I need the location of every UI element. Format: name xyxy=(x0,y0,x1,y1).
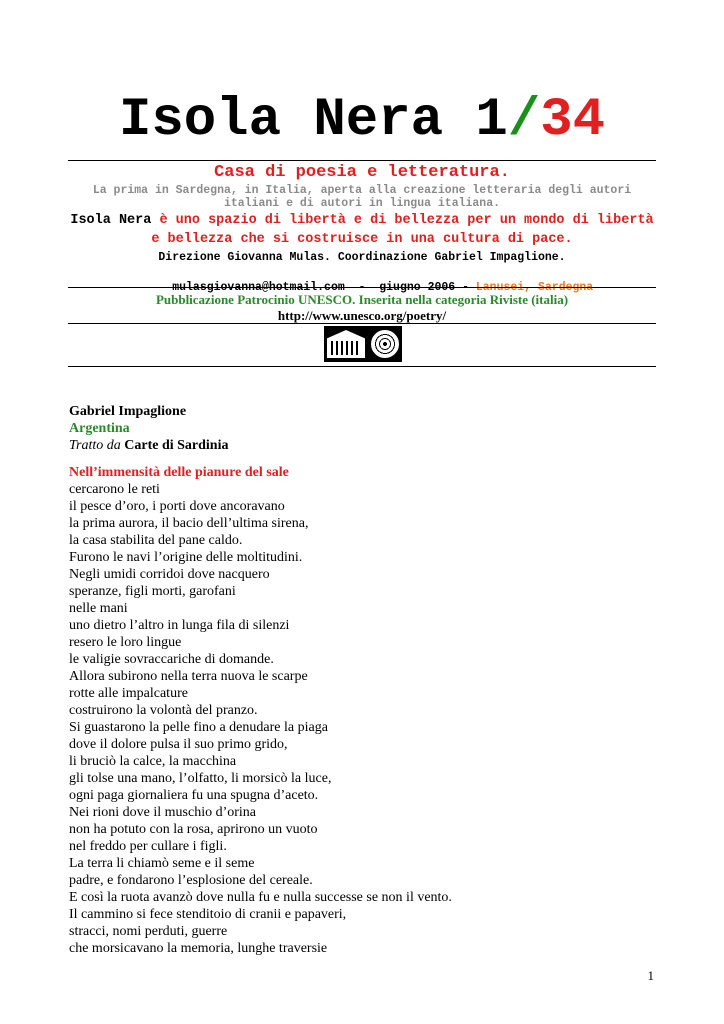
poem-line: stracci, nomi perduti, guerre xyxy=(69,924,228,939)
poem-line: Il cammino si fece stenditoio di cranii e papaveri, xyxy=(69,907,347,922)
subtitle: Casa di poesia e letteratura. xyxy=(214,163,510,182)
poem-line: rotte alle impalcature xyxy=(69,686,188,701)
poem-line: Negli umidi corridoi dove nacquero xyxy=(69,567,270,582)
poem-line: gli tolse una mano, l’olfatto, li morsicò la luce, xyxy=(69,771,332,786)
poem-line: non ha potuto con la rosa, aprirono un vuoto xyxy=(69,822,318,837)
poem-body xyxy=(69,481,629,957)
direction-line: Direzione Giovanna Mulas. Coordinazione Gabriel Impaglione. xyxy=(158,251,566,264)
poem-line: la casa stabilita del pane caldo. xyxy=(69,533,243,548)
author-name: Gabriel Impaglione xyxy=(69,404,187,419)
patronage-text: Pubblicazione Patrocinio UNESCO. Inserita nella categoria Riviste (italia) xyxy=(155,292,569,307)
divider-top xyxy=(68,160,656,161)
poem-line: padre, e fondarono l’esplosione del cereale. xyxy=(69,873,313,888)
title-main: Isola Nera 1 xyxy=(118,90,508,151)
poem-line: resero le loro lingue xyxy=(69,635,182,650)
poem-line: che morsicavano la memoria, lunghe traversie xyxy=(69,941,328,956)
poem-article xyxy=(69,403,629,957)
poem-line: nelle mani xyxy=(69,601,128,616)
source-work: Carte di Sardinia xyxy=(124,438,229,453)
author-country: Argentina xyxy=(69,421,130,436)
issue-date: - giugno 2006 - xyxy=(344,281,476,294)
poem-line: dove il dolore pulsa il suo primo grido, xyxy=(69,737,288,752)
poem-line: Nei rioni dove il muschio d’orina xyxy=(69,805,257,820)
poem-line: Si guastarono la pelle fino a denudare la piaga xyxy=(69,720,328,735)
globe-icon xyxy=(371,330,399,358)
poem-line: speranze, figli morti, garofani xyxy=(69,584,236,599)
poem-line: li bruciò la calce, la macchina xyxy=(69,754,237,769)
issue-number: 34 xyxy=(540,90,606,151)
poem-line: E così la ruota avanzò dove nulla fu e nulla successe se non il vento. xyxy=(69,890,452,905)
poem-line: cercarono le reti xyxy=(69,482,160,497)
poem-line: il pesce d’oro, i porti dove ancoravano xyxy=(69,499,285,514)
temple-icon xyxy=(327,330,365,358)
patronage-block xyxy=(68,292,656,324)
poem-line: uno dietro l’altro in lunga fila di silenzi xyxy=(69,618,290,633)
contact-email[interactable]: mulasgiovanna@hotmail.com xyxy=(172,281,345,294)
unesco-logo-icon xyxy=(324,326,402,362)
place: Lanusei, Sardegna xyxy=(475,281,594,294)
poem-line: nel freddo per cullare i figli. xyxy=(69,839,227,854)
statement-name: Isola Nera xyxy=(70,213,152,228)
poem-title: Nell’immensità delle pianure del sale xyxy=(69,465,289,480)
description: La prima in Sardegna, in Italia, aperta alla creazione letteraria degli autori italiani e di autori in lingua italiana. xyxy=(92,184,632,210)
poem-line: le valigie sovraccariche di domande. xyxy=(69,652,274,667)
divider-logo-bottom xyxy=(68,366,656,367)
poem-line: ogni paga giornaliera fu una spugna d’aceto. xyxy=(69,788,319,803)
source-line xyxy=(69,437,629,454)
poem-line: La terra li chiamò seme e il seme xyxy=(69,856,255,871)
unesco-link[interactable]: http://www.unesco.org/poetry/ xyxy=(277,308,447,323)
source-lead: Tratto da xyxy=(69,438,121,453)
mission-statement xyxy=(68,211,656,249)
statement-text: è uno spazio di libertà e di bellezza per un mondo di libertà e bellezza che si costruisce in una cultura di pace. xyxy=(151,213,654,247)
page-number: 1 xyxy=(647,968,654,983)
poem-line: costruirono la volontà del pranzo. xyxy=(69,703,258,718)
masthead-title xyxy=(68,88,656,154)
divider-middle xyxy=(68,287,656,288)
poem-line: Furono le navi l’origine delle moltitudini. xyxy=(69,550,303,565)
poem-line: la prima aurora, il bacio dell’ultima sirena, xyxy=(69,516,309,531)
poem-line: Allora subirono nella terra nuova le scarpe xyxy=(69,669,308,684)
divider-logo-top xyxy=(68,323,656,324)
title-slash: / xyxy=(507,90,541,151)
